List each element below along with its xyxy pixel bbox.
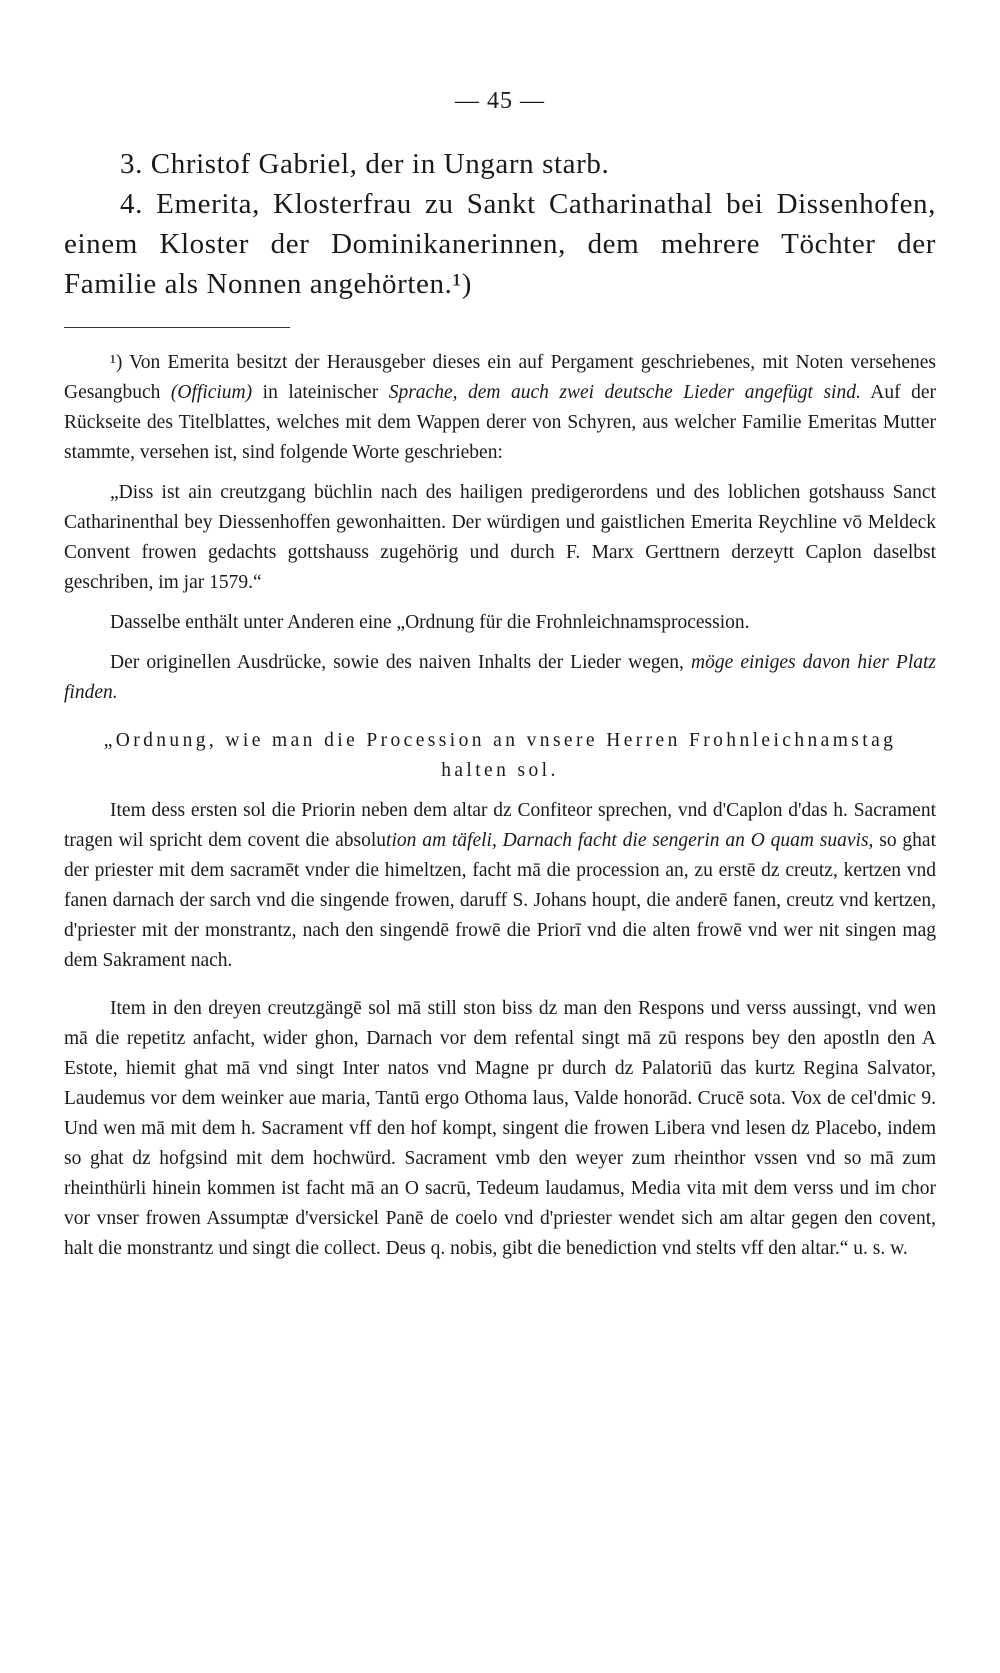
footnote-text: ¹) Von Emerita besitzt der Herausgeber dieses ein auf Pergament geschriebenes, mit Noten versehenes Gesangbuch (64, 352, 936, 403)
footnote-text: Auf der Rückseite des Titelblattes, welches mit dem Wappen derer von Schyren, aus welcher Familie Emeritas Mutter stammte, versehen ist, sind folgende Worte geschrieben: (64, 382, 937, 463)
footnote-text: so ghat der priester mit dem sacramēt vnder die himeltzen, facht mā die procession an, zu erstē dz creutz, kertzen vnd fanen darnach der sarch vnd die singende frowen, daruff S. Johans houpt, die anderē fanen, creutz vnd kertzen, d'priester mit der monstrantz, nach den singendē frowē die Priorī vnd die alten frowē vnd wer nit singen mag dem Sakrament nach. (64, 830, 936, 971)
list-item-4: 4. Emerita, Klosterfrau zu Sankt Catharinathal bei Dissenhofen, einem Kloster der Dominikanerinnen, dem mehrere Töchter der Familie als Nonnen angehörten.¹) (64, 188, 936, 300)
list-item-3: 3. Christof Gabriel, der in Ungarn starb. (120, 148, 610, 180)
footnote-italic-text: möge einiges davon hier Platz finden. (64, 652, 936, 703)
footnote-paragraph-1 (64, 348, 936, 468)
page-number: — 45 — (455, 88, 545, 114)
footnote (64, 348, 936, 1264)
footnote-separator (64, 327, 290, 328)
main-text (64, 144, 936, 304)
procession-paragraph-2: Item in den dreyen creutzgängē sol mā still ston biss dz man den Respons und verss aussingt, vnd wen mā die repetitz anfacht, wider ghon, Darnach vor dem refental singt mā zū respons bey den apostln den A Estote, hiemit ghat mā vnd singt Inter natos vnd Magne pr durch dz Palatoriū das kurtz Regina Salvator, Laudemus vor dem weinker aue maria, Tantū ergo Othoma laus, Valde honorād. Crucē sota. Vox de cel'dmic 9. Und wen mā mit dem h. Sacrament vff den hof kompt, singent die frowen Libera vnd lesen dz Placebo, indem so ghat dz hofgsind mit dem hochwürd. Sacrament vmb den weyer zum rheinthor vssen vnd so mā zum rheinthürli hinein kommen ist facht mā an O sacrū, Tedeum laudamus, Media vita mit dem verss und im chor vor vnser frowen Assumptæ d'versickel Panē de coelo vnd d'priester wendet sich am altar gegen den covent, halt die monstrantz und singt die collect. Deus q. nobis, gibt die benediction vnd stelts vff den altar.“ u. s. w. (64, 998, 936, 1259)
officium-term: (Officium) (170, 382, 253, 403)
footnote-text: Der originellen Ausdrücke, sowie des naiven Inhalts der Lieder wegen, (110, 652, 691, 673)
footnote-paragraph-4 (64, 648, 936, 708)
footnote-text: in lateinischer (252, 382, 389, 403)
procession-paragraph-1 (64, 796, 936, 976)
footnote-paragraph-3: Dasselbe enthält unter Anderen eine „Ordnung für die Frohnleichnamsprocession. (110, 612, 750, 633)
footnote-italic-text: Sprache, dem auch zwei deutsche Lieder angefügt sind. (388, 382, 861, 403)
footnote-italic-text: O quam suavis, (750, 830, 874, 851)
footnote-italic-text: tion am täfeli, Darnach facht die sengerin an (386, 830, 751, 851)
procession-heading: „Ordnung, wie man die Procession an vnsere Herren Frohnleichnamstag halten sol. (103, 730, 897, 781)
quoted-inscription: „Diss ist ain creutzgang büchlin nach des hailigen predigerordens und des loblichen gotshauss Sanct Catharinenthal bey Diessenhoffen gewonhaitten. Der würdigen und gaistlichen Emerita Reychline vō Meldeck Convent frowen gedachts gottshauss zugehörig und durch F. Marx Gerttnern derzeytt Caplon daselbst geschriben, im jar 1579.“ (64, 482, 936, 593)
footnote-text: Item dess ersten sol die Priorin neben dem altar dz Confiteor sprechen, vnd d'Caplon d'das h. Sacrament tragen wil spricht dem covent die absolu (64, 800, 936, 851)
